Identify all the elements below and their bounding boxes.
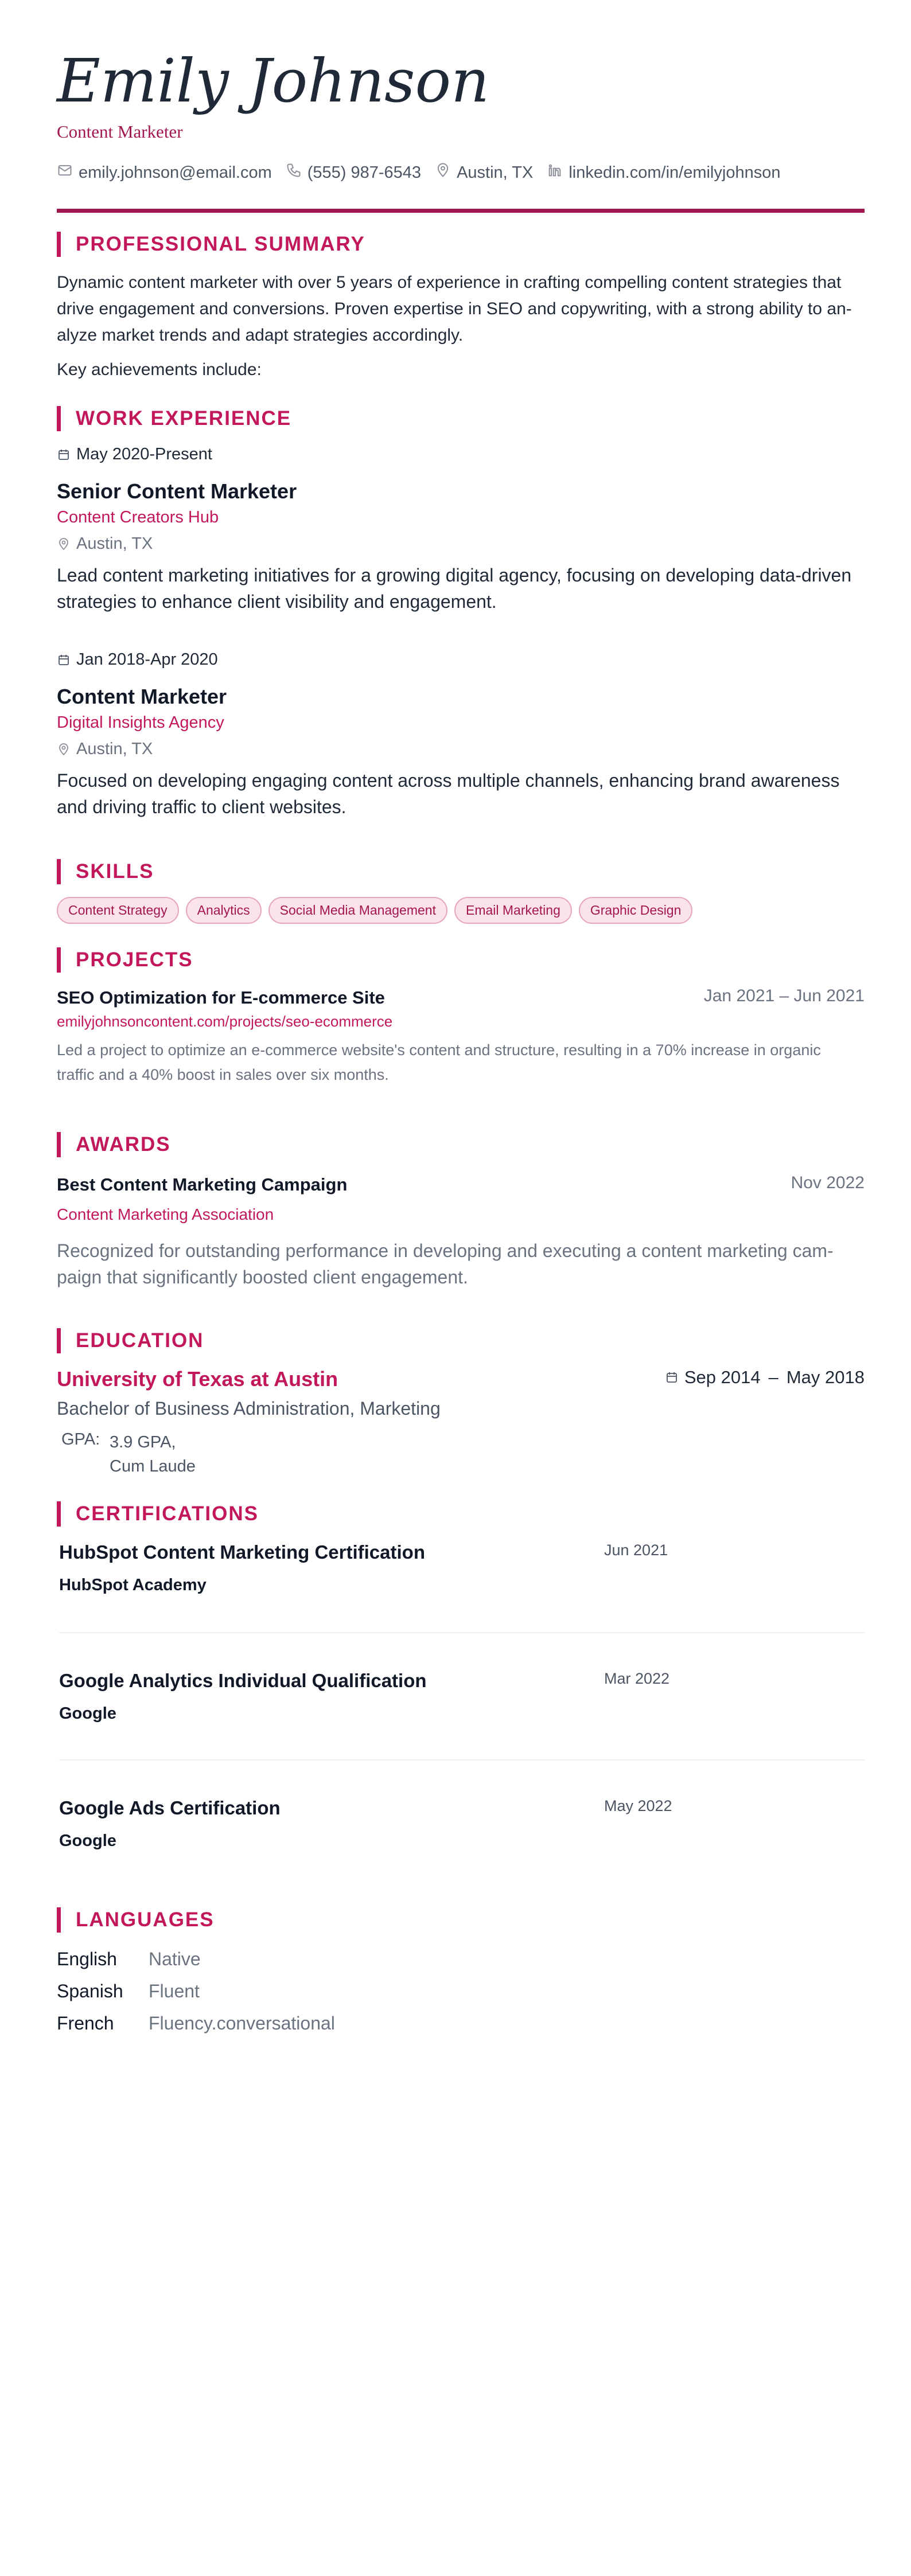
language-level: Fluent xyxy=(149,1981,200,2001)
section-accent-bar xyxy=(57,1132,61,1157)
education-dates xyxy=(665,1367,865,1388)
section-projects-heading xyxy=(57,947,193,973)
certification-divider xyxy=(59,1759,865,1761)
degree: Bachelor of Business Administration, Marketing xyxy=(57,1398,441,1419)
gpa-value xyxy=(110,1430,196,1478)
skill-chip: Analytics xyxy=(186,897,262,924)
certification-issuer: HubSpot Academy xyxy=(59,1576,207,1594)
section-title: CERTIFICATIONS xyxy=(76,1502,259,1525)
section-title: LANGUAGES xyxy=(76,1908,215,1931)
job-position: Content Marketer xyxy=(57,685,227,708)
calendar-icon xyxy=(665,1371,679,1384)
gpa-line: 3.9 GPA, xyxy=(110,1433,176,1451)
contact-phone[interactable] xyxy=(286,162,421,183)
language-level: Fluency.conversational xyxy=(149,2013,335,2034)
phone-icon xyxy=(286,162,307,183)
education-date-separator: – xyxy=(768,1367,778,1387)
job-description-line: strategies to enhance client visibility and engagement. xyxy=(57,591,497,612)
certification-date: Jun 2021 xyxy=(604,1541,668,1559)
calendar-icon xyxy=(57,653,71,667)
job-description xyxy=(57,562,865,615)
section-title: SKILLS xyxy=(76,860,154,883)
job-company: Content Creators Hub xyxy=(57,508,219,526)
project-description xyxy=(57,1038,865,1087)
section-awards-heading xyxy=(57,1132,171,1157)
certification-divider xyxy=(59,1632,865,1633)
mail-icon xyxy=(57,162,79,183)
contact-email[interactable] xyxy=(57,162,272,183)
section-education-heading xyxy=(57,1328,204,1353)
skill-chip: Email Marketing xyxy=(454,897,572,924)
section-summary-heading xyxy=(57,232,365,257)
job-location-text: Austin, TX xyxy=(76,534,153,553)
education-start: Sep 2014 xyxy=(684,1367,761,1387)
certification-name: Google Analytics Individual Qualification xyxy=(59,1670,427,1691)
linkedin-icon xyxy=(547,162,569,183)
job-description xyxy=(57,767,865,820)
section-accent-bar xyxy=(57,406,61,431)
skill-chip: Social Media Management xyxy=(268,897,447,924)
section-accent-bar xyxy=(57,1328,61,1353)
job-position: Senior Content Marketer xyxy=(57,479,297,503)
section-skills-heading xyxy=(57,859,154,884)
project-name: SEO Optimization for E-commerce Site xyxy=(57,988,385,1008)
calendar-icon xyxy=(57,448,71,462)
job-location-text: Austin, TX xyxy=(76,740,153,758)
education-end: May 2018 xyxy=(786,1367,865,1387)
section-accent-bar xyxy=(57,1907,61,1933)
section-title: WORK EXPERIENCE xyxy=(76,407,292,430)
award-date: Nov 2022 xyxy=(791,1173,865,1192)
key-achievements-label: Key achievements include: xyxy=(57,360,262,379)
section-accent-bar xyxy=(57,947,61,973)
job-dates xyxy=(57,650,218,669)
award-issuer: Content Marketing Association xyxy=(57,1205,274,1223)
award-description-line: paign that significantly boosted client engagement. xyxy=(57,1267,468,1287)
job-dates xyxy=(57,445,212,464)
job-description-line: Lead content marketing initiatives for a growing digital agency, focusing on developing data-driven xyxy=(57,565,852,586)
project-description-line: Led a project to optimize an e-commerce website's content and structure, resulting in a 70% increase in organic xyxy=(57,1041,821,1059)
summary-text xyxy=(57,270,865,349)
language-name: French xyxy=(57,2013,114,2034)
section-title: PROJECTS xyxy=(76,949,193,971)
location-text: Austin, TX xyxy=(457,163,534,182)
section-accent-bar xyxy=(57,859,61,884)
section-accent-bar xyxy=(57,1501,61,1527)
award-description xyxy=(57,1238,865,1290)
contact-location xyxy=(435,162,533,183)
job-description-line: Focused on developing engaging content across multiple channels, enhancing brand awareness xyxy=(57,770,840,791)
job-dates-text: May 2020-Present xyxy=(76,445,212,463)
award-name: Best Content Marketing Campaign xyxy=(57,1174,348,1195)
email-text: emily.johnson@email.com xyxy=(79,163,272,182)
certification-issuer: Google xyxy=(59,1704,116,1723)
job-company: Digital Insights Agency xyxy=(57,713,224,732)
project-link[interactable]: emilyjohnsoncontent.com/projects/seo-ecommerce xyxy=(57,1013,393,1030)
location-pin-icon xyxy=(57,537,71,551)
summary-line: drive engagement and conversions. Proven expertise in SEO and copywriting, with a strong ability to an- xyxy=(57,299,852,318)
award-description-line: Recognized for outstanding performance in developing and executing a content marketing cam- xyxy=(57,1240,834,1261)
certification-issuer: Google xyxy=(59,1832,116,1850)
summary-line: alyze market trends and adapt strategies accordingly. xyxy=(57,326,464,345)
project-description-line: traffic and a 40% boost in sales over six months. xyxy=(57,1066,389,1083)
phone-text: (555) 987-6543 xyxy=(307,163,422,182)
job-location xyxy=(57,534,153,553)
job-description-line: and driving traffic to client websites. xyxy=(57,797,347,817)
job-dates-text: Jan 2018-Apr 2020 xyxy=(76,650,218,669)
gpa-line: Cum Laude xyxy=(110,1457,196,1476)
location-pin-icon xyxy=(435,162,457,183)
section-certifications-heading xyxy=(57,1501,259,1527)
contact-linkedin[interactable] xyxy=(547,162,780,183)
section-title: AWARDS xyxy=(76,1133,171,1156)
linkedin-text: linkedin.com/in/emilyjohnson xyxy=(569,163,781,182)
candidate-role: Content Marketer xyxy=(57,122,183,142)
language-name: English xyxy=(57,1949,117,1969)
project-dates: Jan 2021 – Jun 2021 xyxy=(703,986,865,1005)
skill-chip: Graphic Design xyxy=(579,897,693,924)
candidate-name: Emily Johnson xyxy=(57,46,490,116)
skill-chip: Content Strategy xyxy=(57,897,179,924)
section-languages-heading xyxy=(57,1907,215,1933)
contact-bar xyxy=(57,162,794,183)
header-divider xyxy=(57,209,865,213)
gpa-label: GPA: xyxy=(61,1430,100,1449)
section-title: PROFESSIONAL SUMMARY xyxy=(76,233,365,255)
section-experience-heading xyxy=(57,406,291,431)
language-level: Native xyxy=(149,1949,201,1969)
section-title: EDUCATION xyxy=(76,1329,204,1352)
language-name: Spanish xyxy=(57,1981,123,2001)
location-pin-icon xyxy=(57,743,71,756)
certification-date: May 2022 xyxy=(604,1797,672,1814)
section-accent-bar xyxy=(57,232,61,257)
certification-name: HubSpot Content Marketing Certification xyxy=(59,1541,425,1563)
job-location xyxy=(57,740,153,759)
summary-line: Dynamic content marketer with over 5 years of experience in crafting compelling content strategies that xyxy=(57,273,842,292)
certification-date: Mar 2022 xyxy=(604,1670,670,1687)
school-name: University of Texas at Austin xyxy=(57,1367,338,1391)
certification-name: Google Ads Certification xyxy=(59,1797,281,1818)
skills-chip-list xyxy=(57,897,699,924)
